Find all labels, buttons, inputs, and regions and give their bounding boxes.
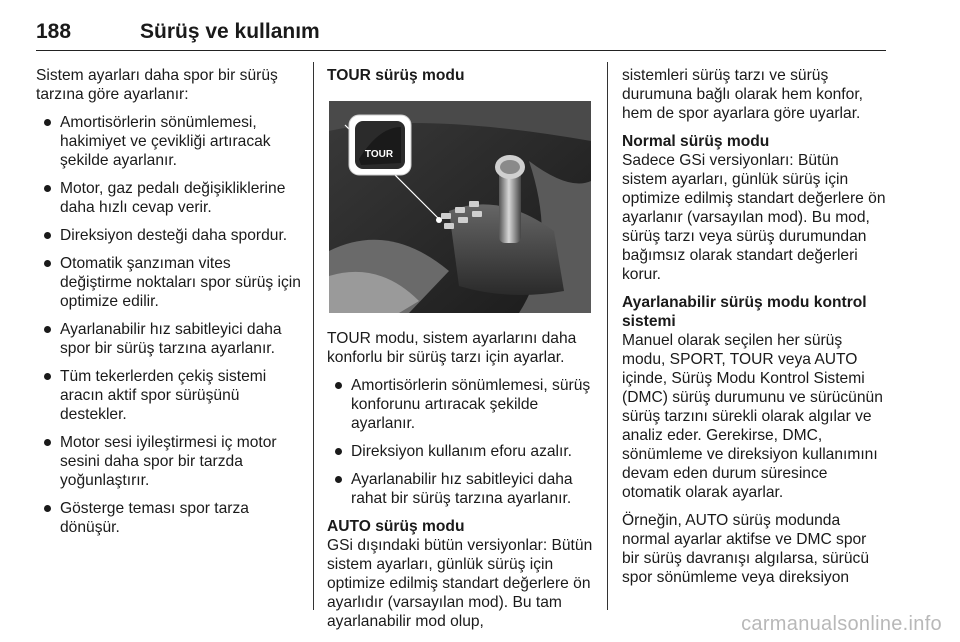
- page-number: 188: [36, 20, 72, 43]
- site-watermark: carmanualsonline.info: [741, 613, 942, 635]
- normal-paragraph: Sadece GSi versiyonları: Bütün sistem ayarları, günlük sürüş için optimize edilmiş standart değerlere ön ayarlanır (varsayılan mod). Bu mod, sürüş tarzı veya sürüş durumundan bağımsız olarak standart değerleri korur.: [622, 152, 886, 283]
- section-title: Sürüş ve kullanım: [140, 20, 320, 43]
- sport-effects-list: [36, 113, 304, 537]
- list-item: Amortisörlerin sönümlemesi, hakimiyet ve çevikliği artıracak şekilde ayarlanır.: [36, 113, 304, 170]
- tour-mode-heading: TOUR sürüş modu: [327, 67, 465, 84]
- tour-button-label: TOUR: [364, 149, 394, 160]
- page-header: [36, 14, 886, 51]
- column-divider: [607, 62, 608, 610]
- tour-effects-list: [327, 376, 599, 508]
- list-item: Ayarlanabilir hız sabitleyici daha rahat bir sürüş tarzına ayarlanır.: [327, 470, 599, 508]
- tour-paragraph: TOUR modu, sistem ayarlarını daha konforlu bir sürüş tarzı için ayarlar.: [327, 330, 577, 366]
- tour-button-photo: [329, 101, 591, 313]
- list-item: Ayarlanabilir hız sabitleyici daha spor bir sürüş tarzına ayarlanır.: [36, 320, 304, 358]
- auto-paragraph: GSi dışındaki bütün versiyonlar: Bütün sistem ayarları, günlük sürüş için optimize edilmiş standart değerlere ön ayarlıdır (varsayılan mod). Bu tam ayarlanabilir mod olup,: [327, 537, 593, 630]
- auto-mode-heading: AUTO sürüş modu: [327, 518, 465, 535]
- list-item: Motor sesi iyileştirmesi iç motor sesini daha spor bir tarzda yoğunlaştırır.: [36, 433, 304, 490]
- list-item: Direksiyon desteği daha spordur.: [36, 226, 304, 245]
- column-left: [36, 66, 304, 546]
- list-item: Gösterge teması spor tarza dönüşür.: [36, 499, 304, 537]
- example-paragraph: Örneğin, AUTO sürüş modunda normal ayarlar aktifse ve DMC spor bir sürüş davranışı algılarsa, sürücü spor sönümleme veya direksiyon: [622, 512, 870, 586]
- list-item: Otomatik şanzıman vites değiştirme noktaları spor sürüş için optimize edilir.: [36, 254, 304, 311]
- continued-paragraph: sistemleri sürüş tarzı ve sürüş durumuna bağlı olarak hem konfor, hem de spor ayarlara göre uyarlar.: [622, 67, 863, 122]
- adaptive-paragraph: Manuel olarak seçilen her sürüş modu, SPORT, TOUR veya AUTO içinde, Sürüş Modu Kontrol Sistemi (DMC) sürüş durumunu ve sürücünün sürüş tarzını sürekli olarak algılar ve analiz eder. Gerekirse, DMC, sönümleme ve direksiyon kullanımını devam eden durum süresince otomatik olarak ayarlar.: [622, 332, 883, 501]
- list-item: Direksiyon kullanım eforu azalır.: [327, 442, 599, 461]
- list-item: Amortisörlerin sönümlemesi, sürüş konforunu artıracak şekilde ayarlanır.: [327, 376, 599, 433]
- list-item: Motor, gaz pedalı değişikliklerine daha hızlı cevap verir.: [36, 179, 304, 217]
- intro-paragraph: Sistem ayarları daha spor bir sürüş tarzına göre ayarlanır:: [36, 67, 278, 103]
- column-middle: [327, 66, 599, 640]
- adaptive-mode-heading: Ayarlanabilir sürüş modu kontrol sistemi: [622, 294, 867, 330]
- gear-console-illustration: [329, 101, 591, 313]
- column-right: [622, 66, 888, 596]
- list-item: Tüm tekerlerden çekiş sistemi aracın aktif spor sürüşünü destekler.: [36, 367, 304, 424]
- column-divider: [313, 62, 314, 610]
- normal-mode-heading: Normal sürüş modu: [622, 133, 770, 150]
